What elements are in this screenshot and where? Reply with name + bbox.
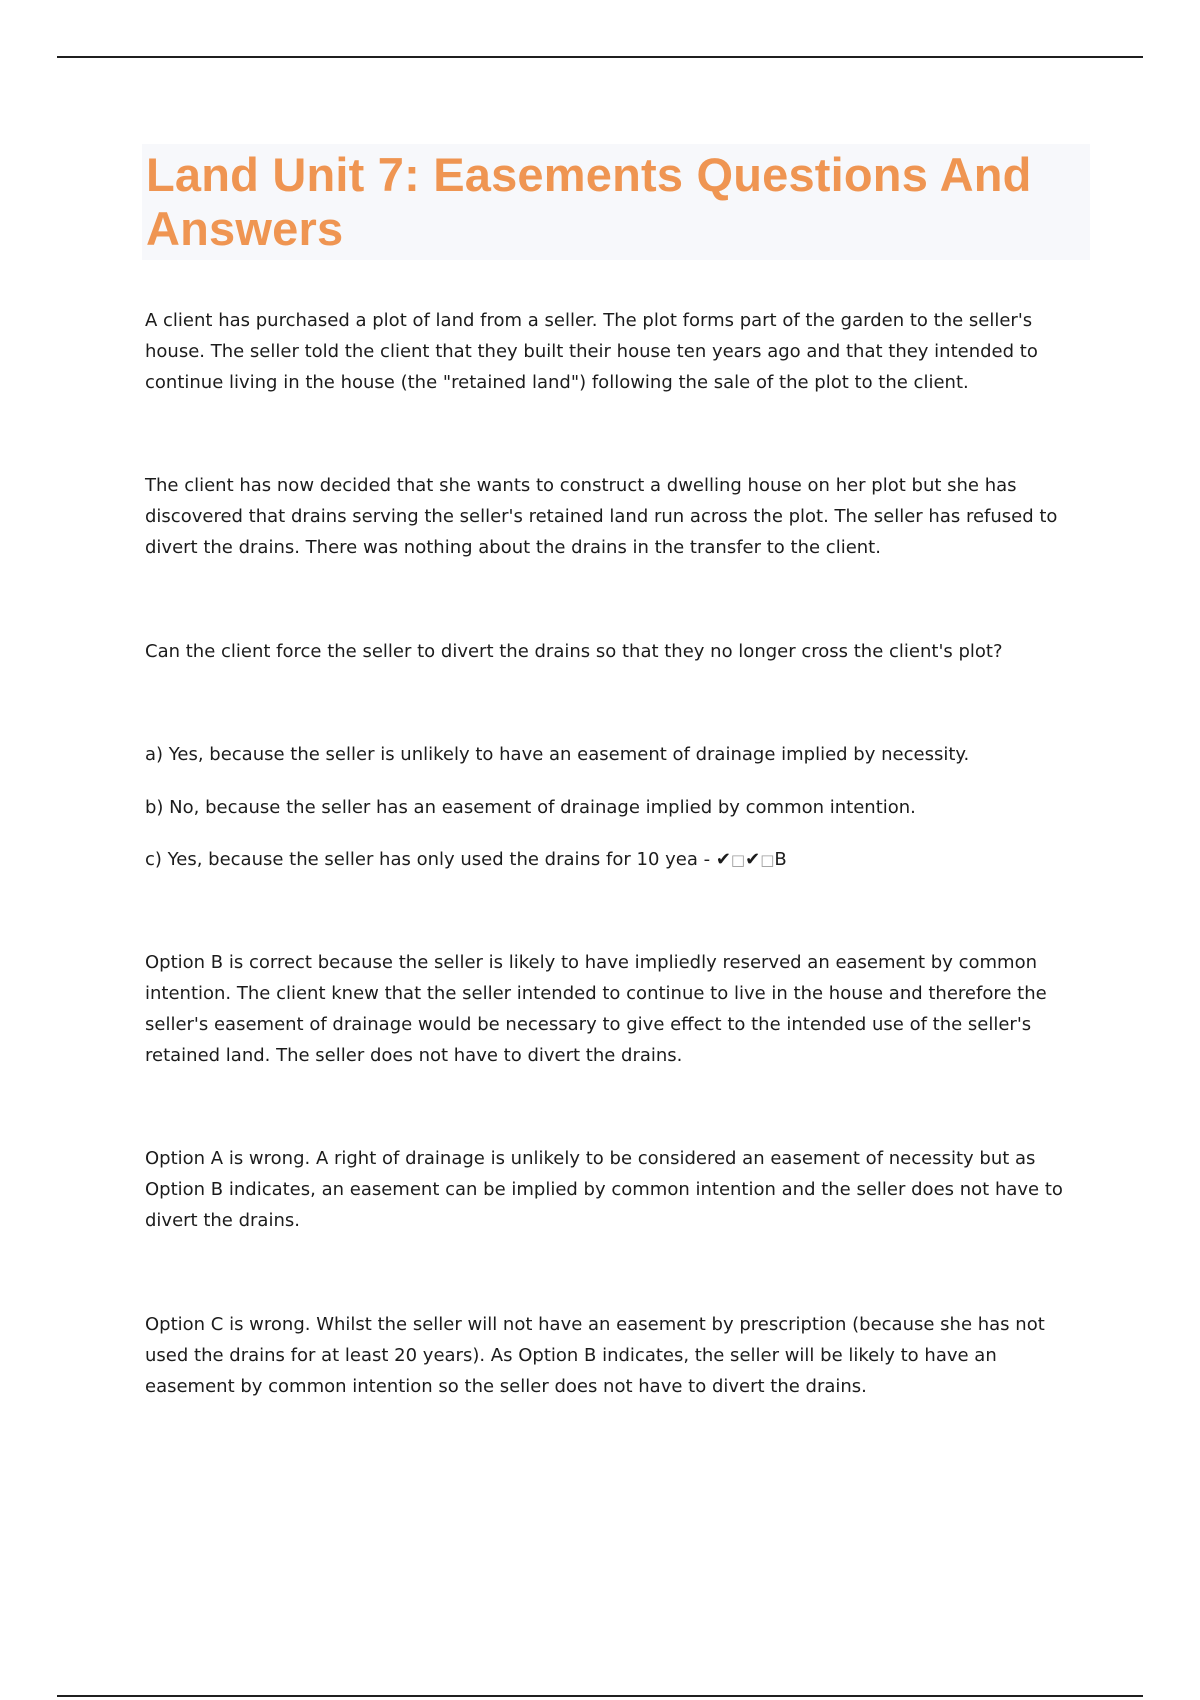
explanation-option-a: Option A is wrong. A right of drainage is unlikely to be considered an easement of necessity but as Option B indicates, an easement can be implied by common intention and the seller does not have to divert the drains. [145,1148,1063,1231]
box-icon: □ [760,851,775,869]
option-b: b) No, because the seller has an easement of drainage implied by common intention. [145,797,916,818]
title-block [142,144,1090,260]
footer-rule [57,1695,1143,1697]
answer-key [716,849,787,870]
question-text: Can the client force the seller to divert the drains so that they no longer cross the client's plot? [145,641,1003,662]
option-c [145,844,1090,876]
explanation-option-b: Option B is correct because the seller is likely to have impliedly reserved an easement by common intention. The client knew that the seller intended to continue to live in the house and therefore the seller's easement of drainage would be necessary to give effect to the intended use of the seller's retained land. The seller does not have to divert the drains. [145,952,1047,1066]
explanation-option-c: Option C is wrong. Whilst the seller will not have an easement by prescription (because she has not used the drains for at least 20 years). As Option B indicates, the seller will be likely to have an easement by common intention so the seller does not have to divert the drains. [145,1314,1045,1397]
header-rule [57,56,1143,58]
check-icon: ✔ [745,849,761,870]
box-icon: □ [730,851,746,869]
option-a: a) Yes, because the seller is unlikely to have an easement of drainage implied by necessity. [145,744,970,765]
answer-letter: B [774,849,787,870]
option-c-text: c) Yes, because the seller has only used the drains for 10 yea - [145,849,716,870]
page-title: Land Unit 7: Easements Questions And Answers [146,148,1032,255]
scenario-paragraph-2: The client has now decided that she wants to construct a dwelling house on her plot but she has discovered that drains serving the seller's retained land run across the plot. The seller has refused to divert the drains. There was nothing about the drains in the transfer to the client. [145,475,1058,558]
scenario-paragraph-1: A client has purchased a plot of land from a seller. The plot forms part of the garden to the seller's house. The seller told the client that they built their house ten years ago and that they intended to continue living in the house (the "retained land") following the sale of the plot to the client. [145,310,1038,393]
check-icon: ✔ [715,849,731,870]
